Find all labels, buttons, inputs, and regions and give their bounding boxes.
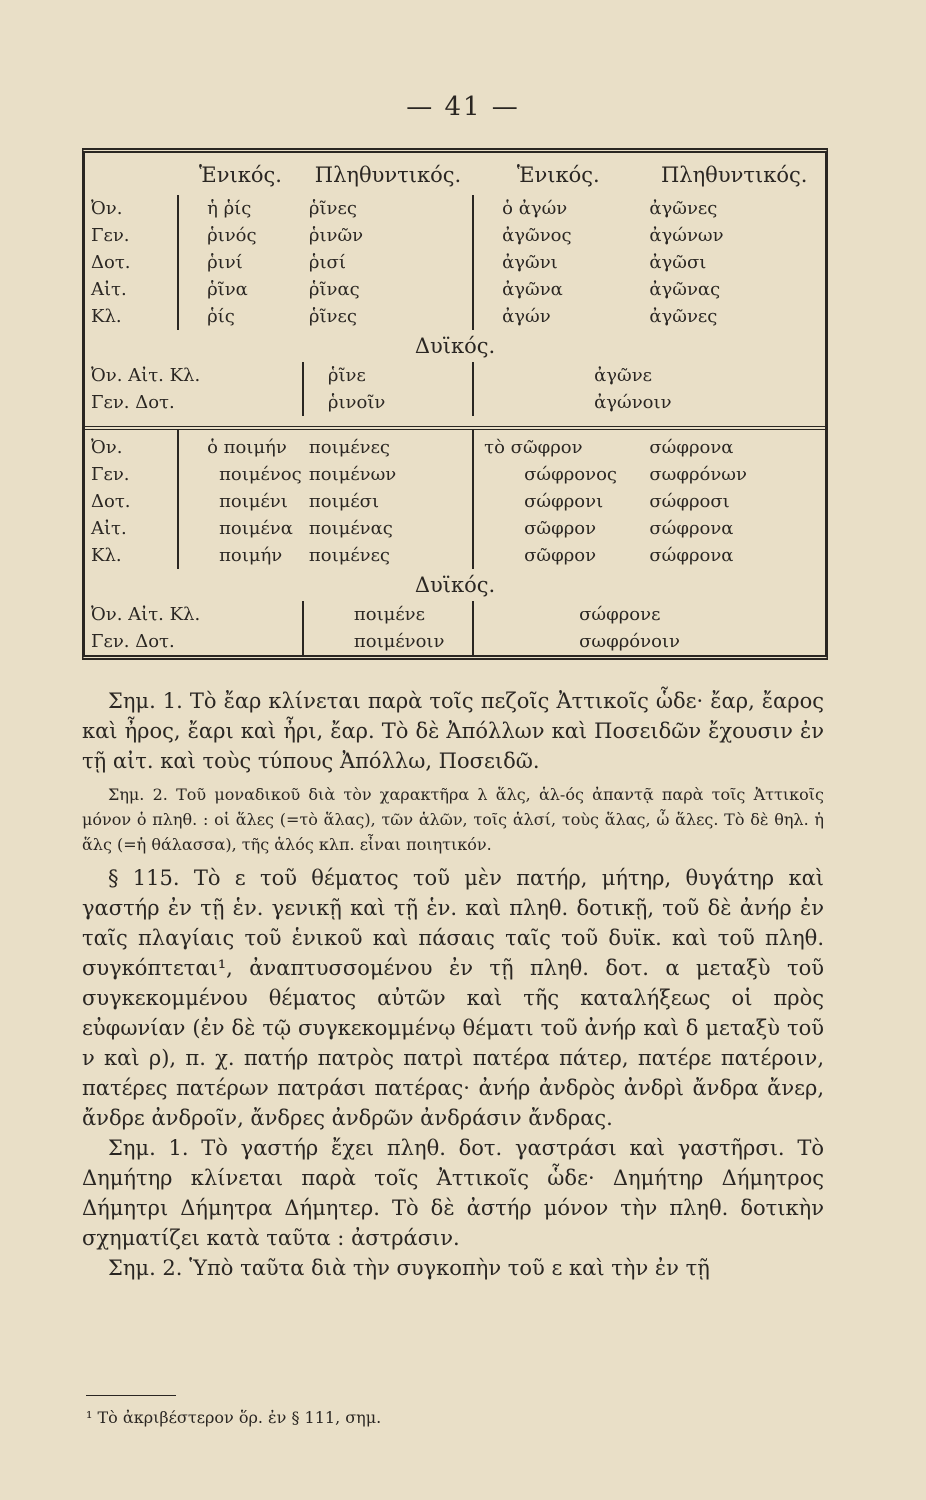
cell: ποιμένων bbox=[308, 464, 397, 485]
cell: σώφρονα bbox=[649, 545, 734, 566]
dual-row bbox=[85, 389, 825, 416]
declension-table-2 bbox=[85, 426, 825, 655]
cell: σῶφρον bbox=[473, 542, 643, 569]
cell: ῥῖνας bbox=[308, 279, 360, 300]
cell: τὸ σῶφρον bbox=[473, 428, 643, 461]
cell: σώφρονα bbox=[649, 518, 734, 539]
cell: ἀγῶνες bbox=[649, 306, 718, 327]
cell: ἀγῶνας bbox=[649, 279, 721, 300]
table-row bbox=[85, 515, 825, 542]
footnote-divider bbox=[86, 1395, 176, 1396]
cell: ῥῖνες bbox=[308, 306, 357, 327]
case-label: Δοτ. bbox=[91, 252, 131, 273]
declension-tables bbox=[82, 148, 828, 660]
cell: ῥινός bbox=[178, 222, 303, 249]
cell: ποιμένας bbox=[308, 518, 393, 539]
header-singular-1: Ἑνικός. bbox=[199, 163, 282, 187]
cell: ῥῖνα bbox=[178, 276, 303, 303]
cell: ποιμένε bbox=[303, 601, 473, 628]
cell: ῥισί bbox=[308, 252, 346, 273]
table-row bbox=[85, 195, 825, 222]
cell: ἀγῶσι bbox=[649, 252, 707, 273]
case-label: Αἰτ. bbox=[91, 279, 127, 300]
cell: ῥῖνες bbox=[308, 198, 357, 219]
case-label: Κλ. bbox=[91, 306, 122, 327]
footnote: ¹ Τὸ ἀκριβέστερον ὅρ. ἐν § 111, σημ. bbox=[86, 1408, 382, 1427]
case-label: Γεν. Δοτ. bbox=[91, 631, 175, 652]
cell: ἀγῶνι bbox=[473, 249, 643, 276]
cell: ποιμένες bbox=[308, 437, 391, 458]
cell: σώφροσι bbox=[649, 491, 730, 512]
cell: σώφρονε bbox=[473, 601, 825, 628]
cell: ποιμήν bbox=[178, 542, 303, 569]
cell: ἀγῶνες bbox=[649, 198, 718, 219]
cell: ἀγῶνος bbox=[473, 222, 643, 249]
section-115-paragraph: § 115. Τὸ ε τοῦ θέματος τοῦ μὲν πατήρ, μήτηρ, θυγάτηρ καὶ γαστήρ ἐν τῇ ἑν. γενικῇ καὶ τῇ ἑν. καὶ πληθ. δοτικῇ, τοῦ δὲ ἀνήρ ἐν ταῖς πλαγίαις τοῦ ἑνικοῦ καὶ πάσαις ταῖς τοῦ δυϊκ. καὶ τοῦ πληθ. συγκόπτεται¹, ἀναπτυσσομένου ἐν τῇ πληθ. δοτ. α μεταξὺ τοῦ συγκεκομμένου θέματος αὐτῶν καὶ τῆς καταλήξεως οἱ πρὸς εὐφωνίαν (ἐν δὲ τῷ συγκεκομμένῳ θέματι τοῦ ἀνήρ καὶ δ μεταξὺ τοῦ ν καὶ ρ), π. χ. πατήρ πατρὸς πατρὶ πατέρα πάτερ, πατέρε πατέροιν, πατέρες πατέρων πατράσι πατέρας· ἀνήρ ἀνδρὸς ἀνδρὶ ἄνδρα ἄνερ, ἄνδρε ἀνδροῖν, ἄνδρες ἀνδρῶν ἀνδράσιν ἄνδρας. bbox=[82, 866, 824, 1130]
table-row bbox=[85, 428, 825, 461]
cell: ῥινοῖν bbox=[303, 389, 473, 416]
case-label: Ὀν. Αἰτ. Κλ. bbox=[91, 604, 201, 625]
dual-label: Δυϊκός. bbox=[414, 573, 496, 597]
cell: ἡ ῥίς bbox=[178, 195, 303, 222]
cell: ποιμένος bbox=[178, 461, 303, 488]
declension-table-1 bbox=[85, 153, 825, 416]
dual-row bbox=[85, 362, 825, 389]
dual-label-row bbox=[85, 330, 825, 362]
cell: ἀγῶνα bbox=[473, 276, 643, 303]
dual-row bbox=[85, 628, 825, 655]
cell: ῥινί bbox=[178, 249, 303, 276]
cell: ποιμένα bbox=[178, 515, 303, 542]
cell: ῥίς bbox=[178, 303, 303, 330]
cell: ποιμένι bbox=[178, 488, 303, 515]
cell: σώφρονα bbox=[649, 437, 734, 458]
table-row bbox=[85, 222, 825, 249]
case-label: Γεν. bbox=[91, 464, 130, 485]
table-row bbox=[85, 303, 825, 330]
page-number: — 41 — bbox=[406, 92, 520, 122]
cell: ῥινῶν bbox=[308, 225, 364, 246]
header-plural-2: Πληθυντικός. bbox=[660, 163, 808, 187]
body-text bbox=[82, 686, 824, 1283]
case-label: Γεν. bbox=[91, 225, 130, 246]
table-row bbox=[85, 542, 825, 569]
cell: ἀγῶνε bbox=[473, 362, 825, 389]
table-header-row bbox=[85, 153, 825, 195]
table-row bbox=[85, 461, 825, 488]
case-label: Ὀν. bbox=[91, 198, 123, 219]
case-label: Κλ. bbox=[91, 545, 122, 566]
cell: σωφρόνοιν bbox=[473, 628, 825, 655]
cell: ποιμένες bbox=[308, 545, 391, 566]
cell: σώφρονι bbox=[473, 488, 643, 515]
case-label: Γεν. Δοτ. bbox=[91, 392, 175, 413]
header-plural-1: Πληθυντικός. bbox=[314, 163, 462, 187]
dual-row bbox=[85, 601, 825, 628]
table-row bbox=[85, 249, 825, 276]
note-1-paragraph: Σημ. 1. Τὸ ἔαρ κλίνεται παρὰ τοῖς πεζοῖς Ἀττικοῖς ὧδε· ἔαρ, ἔαρος καὶ ἦρος, ἔαρι καὶ ἦρι, ἔαρ. Τὸ δὲ Ἀπόλλων καὶ Ποσειδῶν ἔχουσιν ἐν τῇ αἰτ. καὶ τοὺς τύπους Ἀπόλλω, Ποσειδῶ. bbox=[82, 689, 824, 773]
cell: σωφρόνων bbox=[649, 464, 747, 485]
note-1b-paragraph: Σημ. 1. Τὸ γαστήρ ἔχει πληθ. δοτ. γαστράσι καὶ γαστῆρσι. Τὸ Δημήτηρ κλίνεται παρὰ τοῖς Ἀττικοῖς ὧδε· Δημήτηρ Δήμητρος Δήμητρι Δήμητρα Δήμητερ. Τὸ δὲ ἀστήρ μόνον τὴν πληθ. δοτικὴν σχηματίζει κατὰ ταῦτα : ἀστράσιν. bbox=[82, 1136, 824, 1250]
cell: ὁ ἀγών bbox=[473, 195, 643, 222]
table-row bbox=[85, 488, 825, 515]
cell: ποιμέσι bbox=[308, 491, 379, 512]
note-2b-paragraph: Σημ. 2. Ὑπὸ ταῦτα διὰ τὴν συγκοπὴν τοῦ ε καὶ τὴν ἐν τῇ bbox=[108, 1256, 710, 1280]
case-label: Αἰτ. bbox=[91, 518, 127, 539]
header-singular-2: Ἑνικός. bbox=[516, 163, 600, 187]
cell: ἀγώνοιν bbox=[473, 389, 825, 416]
case-label: Ὀν. bbox=[91, 437, 123, 458]
dual-label: Δυϊκός. bbox=[414, 334, 496, 358]
case-label: Δοτ. bbox=[91, 491, 131, 512]
cell: ὁ ποιμήν bbox=[178, 428, 303, 461]
cell: ἀγώνων bbox=[649, 225, 724, 246]
cell: ποιμένοιν bbox=[303, 628, 473, 655]
case-label: Ὀν. Αἰτ. Κλ. bbox=[91, 365, 201, 386]
cell: σώφρονος bbox=[473, 461, 643, 488]
dual-label-row bbox=[85, 569, 825, 601]
note-2-paragraph: Σημ. 2. Τοῦ μοναδικοῦ διὰ τὸν χαρακτῆρα λ ἅλς, ἁλ-ός ἀπαντᾷ παρὰ τοῖς Ἀττικοῖς μόνον ὁ πληθ. : οἱ ἅλες (=τὸ ἅλας), τῶν ἁλῶν, τοῖς ἁλσί, τοὺς ἅλας, ὦ ἅλες. Τὸ δὲ θηλ. ἡ ἅλς (=ἡ θάλασσα), τῆς ἁλός κλπ. εἶναι ποιητικόν. bbox=[82, 785, 824, 854]
cell: ῥῖνε bbox=[303, 362, 473, 389]
cell: σῶφρον bbox=[473, 515, 643, 542]
table-row bbox=[85, 276, 825, 303]
cell: ἀγών bbox=[473, 303, 643, 330]
